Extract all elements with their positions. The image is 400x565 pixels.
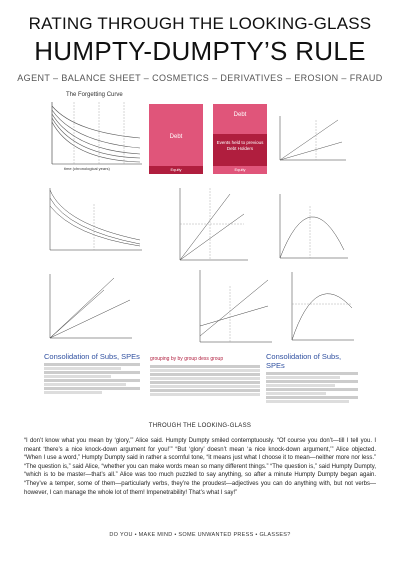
- box2-held-label: Events held to previous Debt Holders: [216, 140, 264, 151]
- balance-box-2: [213, 104, 267, 174]
- row3-chart-2: [190, 266, 274, 346]
- left-table: [44, 352, 140, 418]
- left-table-title: Consolidation of Subs, SPEs: [44, 352, 140, 361]
- left-table-body: [44, 363, 140, 394]
- right-table-body: [266, 372, 358, 403]
- row2-chart-3: [270, 190, 350, 262]
- subtitle: AGENT – BALANCE SHEET – COSMETICS – DERIVATIVES – EROSION – FRAUD: [17, 73, 383, 83]
- forgetting-curve-title: The Forgetting Curve: [66, 92, 123, 98]
- quote-paragraph: “I don’t know what you mean by ‘glory,’” Alice said. Humpty Dumpty smiled contemptuously. “Of course you don’t—till I tell you. I meant ‘there’s a nice knock-down argument for you!’” “But ‘glory’ doesn’t mean ‘a nice knock-down argument,’” Alice objected. “When I use a word,” Humpty Dumpty said in rather a scornful tone, “it means just what I choose it to mean—neither more nor less.” “The question is,” said Alice, “whether you can make words mean so many different things.” “The question is,” said Humpty Dumpty, “which is to be master—that’s all.” Alice was too much puzzled to say anything, so after a minute Humpty Dumpty began again. “They’ve a temper, some of them—particularly verbs, they’re the proudest—adjectives you can do anything with, but not verbs—however, I can manage the whole lot of them! Impenetrability! That’s what I say!”: [24, 438, 376, 496]
- row2-chart-1: [44, 184, 144, 256]
- forgetting-curve-plot: [44, 92, 144, 174]
- middle-table-title: grouping by by group dess group: [150, 356, 224, 362]
- box2-equity-label: Equity: [234, 167, 246, 172]
- box1-equity-band: [149, 166, 203, 174]
- right-table-title: Consolidation of Subs, SPEs: [266, 352, 342, 370]
- box1-equity-label: Equity: [170, 167, 182, 172]
- balance-box-1: [149, 104, 203, 174]
- box2-held-band: [213, 134, 267, 166]
- middle-table: [150, 356, 260, 418]
- row3-chart-3: [286, 268, 356, 344]
- top-right-chart: [276, 112, 348, 164]
- box2-debt-label: Debt: [233, 112, 247, 118]
- forgetting-curve-figure: [44, 92, 144, 174]
- middle-table-body: [150, 365, 260, 396]
- row3-chart-1: [44, 270, 134, 342]
- title-line-1: RATING THROUGH THE LOOKING-GLASS: [28, 14, 372, 33]
- forgetting-curve-xlabel: time (chronological years): [64, 166, 110, 171]
- title-line-2: HUMPTY-DUMPTY’S RULE: [34, 36, 366, 66]
- row2-chart-2: [160, 184, 250, 264]
- right-table: [266, 352, 358, 418]
- box1-debt-label: Debt: [169, 134, 183, 140]
- footer-text: DO YOU • MAKE MIND • SOME UNWANTED PRESS • GLASSES?: [109, 532, 291, 538]
- figure-caption: THROUGH THE LOOKING-GLASS: [148, 423, 252, 429]
- box2-equity-band: [213, 166, 267, 174]
